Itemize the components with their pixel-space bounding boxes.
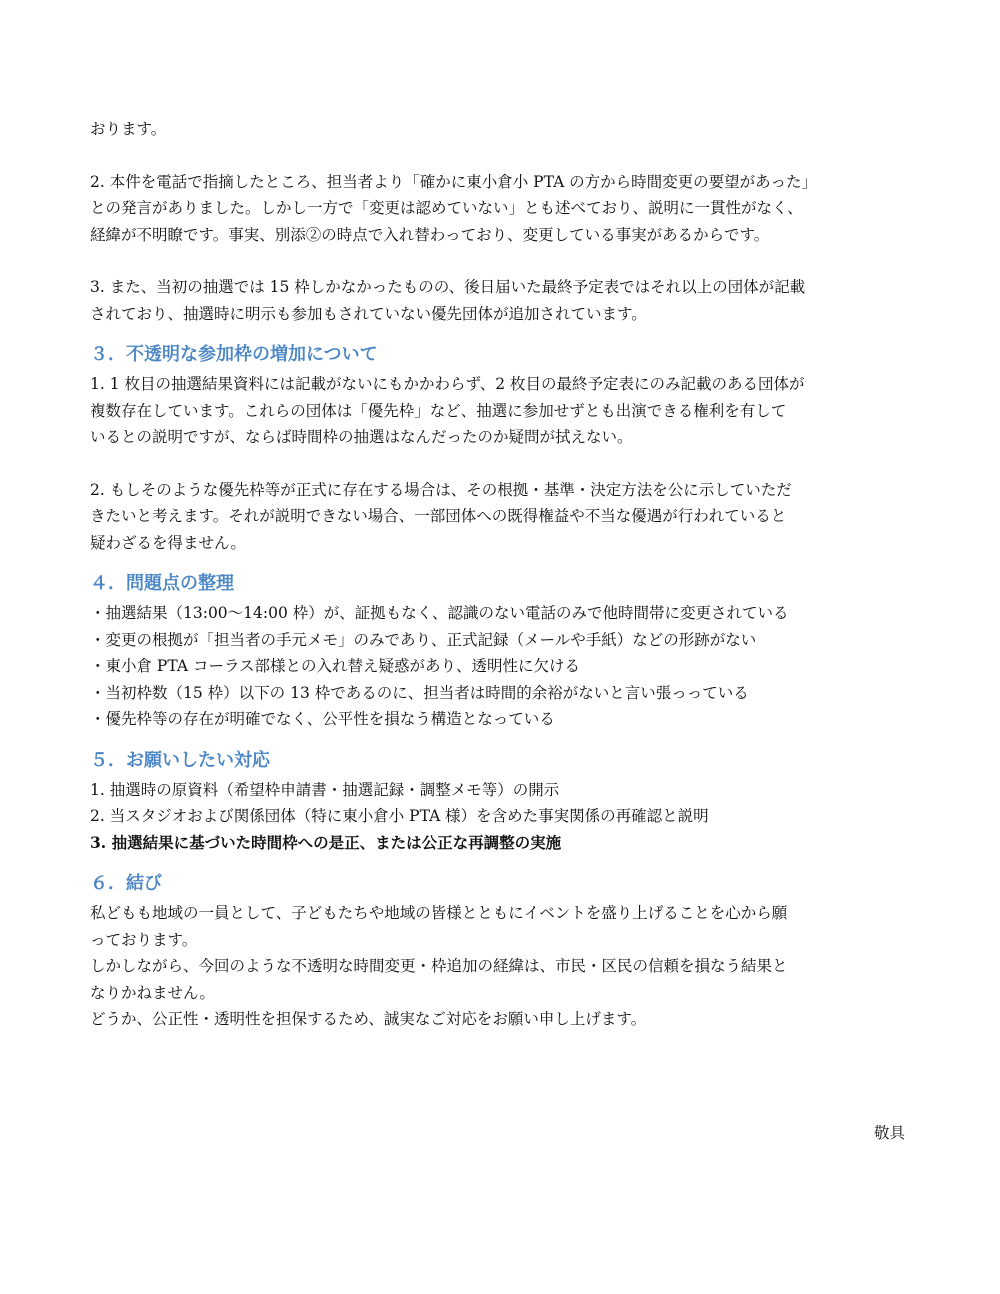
text-line: 私どもも地域の一員として、子どもたちや地域の皆様とともにイベントを盛り上げることを心から願 [90,904,788,922]
issue-list [90,600,920,733]
section3-heading: ３．不透明な参加枠の増加について [90,344,378,365]
text-line: しかしながら、今回のような不透明な時間変更・枠追加の経緯は、市民・区民の信頼を損なう結果と [90,957,788,975]
list-item-emphasized: 3. 抽選結果に基づいた時間枠への是正、または公正な再調整の実施 [90,832,562,852]
list-item: ・当初枠数（15 枠）以下の 13 枠であるのに、担当者は時間的余裕がないと言い張っっている [90,683,749,702]
text-line: おります。 [90,120,167,138]
list-item: ・東小倉 PTA コーラス部様との入れ替え疑惑があり、透明性に欠ける [90,657,581,675]
list-item: 1. 抽選時の原資料（希望枠申請書・抽選記録・調整メモ等）の開示 [90,780,560,799]
text-line: 経緯が不明瞭です。事実、別添②の時点で入れ替わっており、変更している事実があるからです。 [90,225,770,244]
text-line: 疑わざるを得ません。 [90,533,246,552]
text-line: 複数存在しています。これらの団体は「優先枠」など、抽選に参加せずとも出演できる権利を有して [90,401,787,420]
section2-item-2 [90,169,920,249]
text-line: されており、抽選時に明示も参加もされていない優先団体が追加されています。 [90,304,647,323]
intro-continuation [90,116,920,143]
request-list [90,777,920,857]
document-body [90,116,920,1033]
section5-heading: ５．お願いしたい対応 [90,749,270,771]
list-item: 2. 当スタジオおよび関係団体（特に東小倉小 PTA 様）を含めた事実関係の再確認と説明 [90,807,709,825]
list-item: ・優先枠等の存在が明確でなく、公平性を損なう構造となっている [90,710,555,728]
text-line: いるとの説明ですが、ならば時間枠の抽選はなんだったのか疑問が拭えない。 [90,428,633,446]
section3-item-2 [90,477,920,557]
text-line: との発言がありました。しかし一方で「変更は認めていない」とも述べており、説明に一貫性がなく、 [90,199,803,217]
text-line: なりかねません。 [90,983,215,1002]
section6-heading: ６．結び [90,873,162,894]
list-item: ・変更の根拠が「担当者の手元メモ」のみであり、正式記録（メールや手紙）などの形跡がない [90,630,757,649]
text-line: っております。 [90,930,198,949]
text-line: 2. 本件を電話で指摘したところ、担当者より「確かに東小倉小 PTA の方から時間変更の要望があった」 [90,172,818,191]
section2-item-3 [90,274,920,327]
list-item: ・抽選結果（13:00〜14:00 枠）が、証拠もなく、認識のない電話のみで他時間帯に変更されている [90,604,789,622]
text-line: きたいと考えます。それが説明できない場合、一部団体への既得権益や不当な優遇が行われていると [90,507,787,525]
text-line: 2. もしそのような優先枠等が正式に存在する場合は、その根拠・基準・決定方法を公に示していただ [90,480,792,499]
text-line: どうか、公正性・透明性を担保するため、誠実なご対応をお願い申し上げます。 [90,1010,647,1028]
conclusion-paragraph [90,900,920,1033]
closing-salutation: 敬具 [874,1124,906,1142]
text-line: 3. また、当初の抽選では 15 枠しかなかったものの、後日届いた最終予定表ではそれ以上の団体が記載 [90,278,806,296]
section4-heading: ４．問題点の整理 [90,573,234,594]
section3-item-1 [90,371,920,451]
text-line: 1. 1 枚目の抽選結果資料には記載がないにもかかわらず、2 枚目の最終予定表にのみ記載のある団体が [90,375,805,393]
